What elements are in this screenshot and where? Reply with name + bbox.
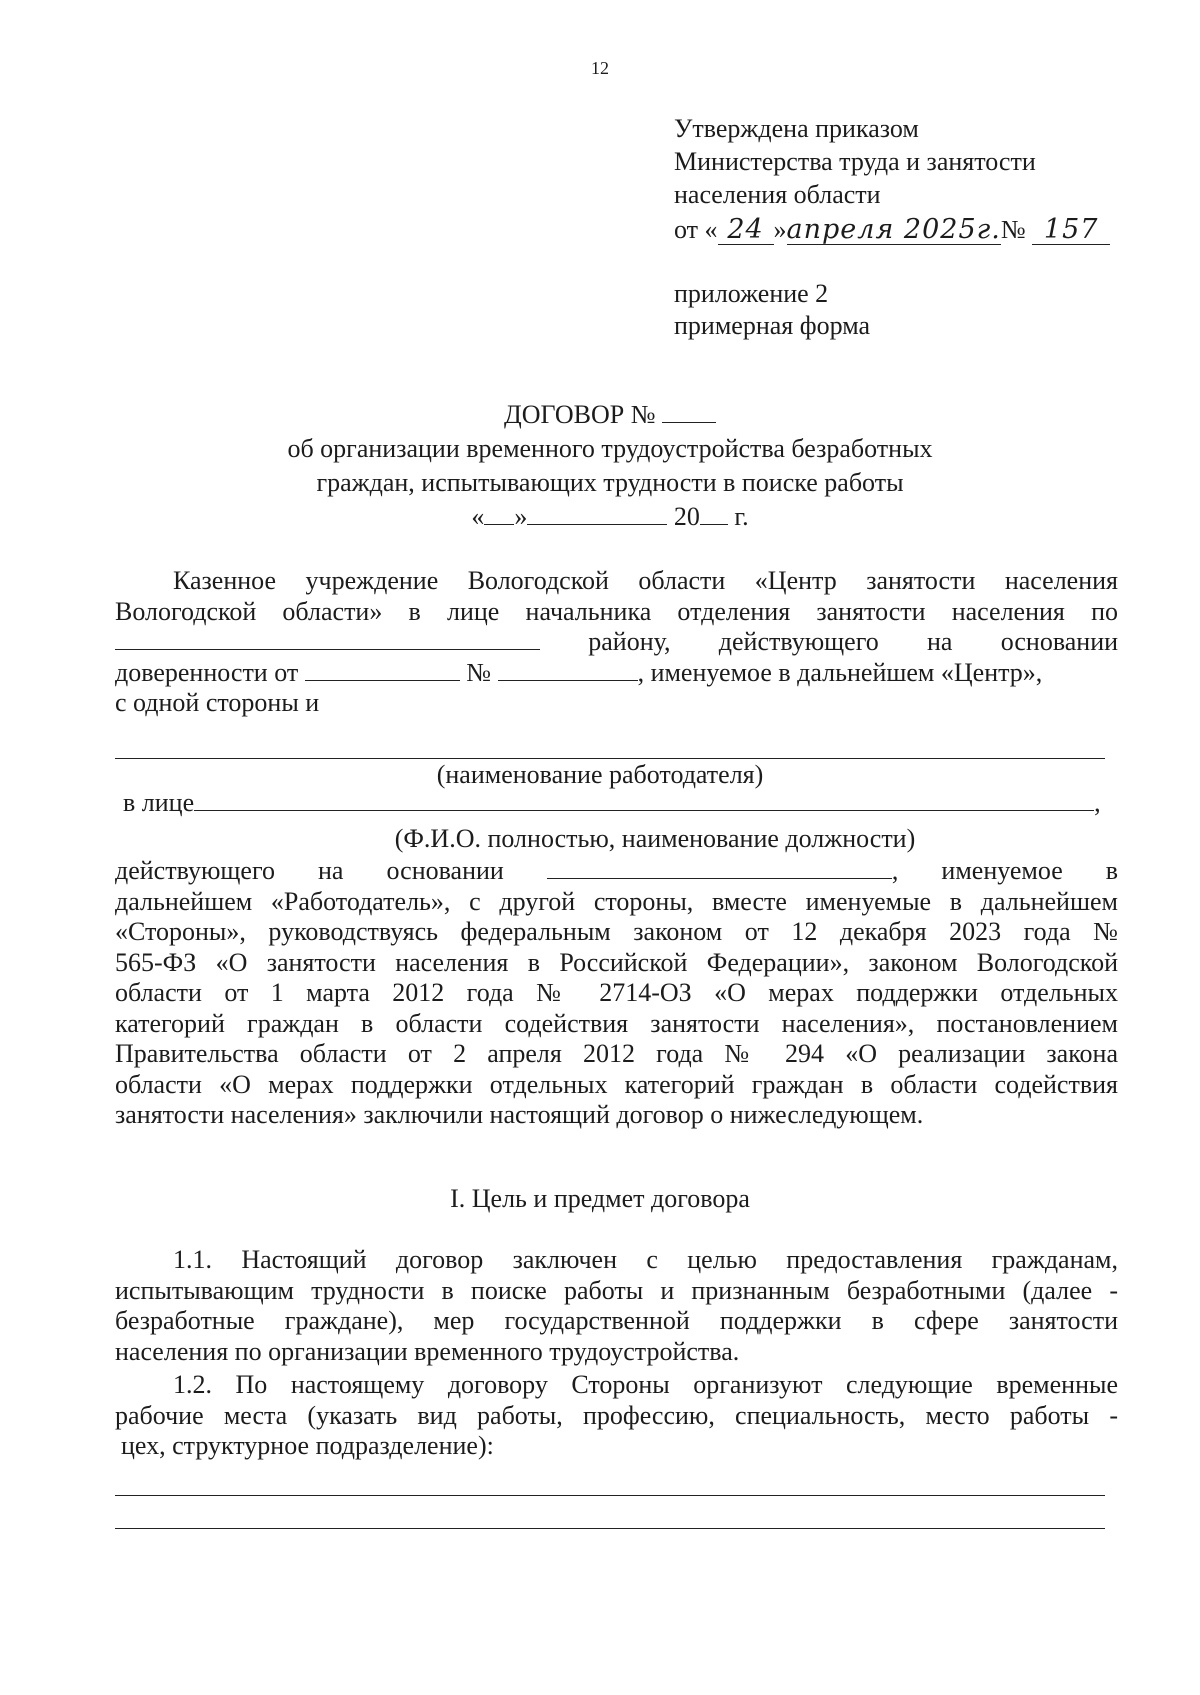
approval-line-3: населения области bbox=[674, 180, 881, 209]
approval-date-middle: » bbox=[773, 215, 787, 244]
clause-1-1 bbox=[115, 1245, 1118, 1367]
clause-1-2-line-2: рабочие места (указать вид работы, профессию, специальность, место работы - bbox=[115, 1400, 1118, 1430]
workplaces-blank-line-2 bbox=[115, 1528, 1105, 1529]
preamble-p2-line-5: категорий граждан в области содействия занятости населения», постановлением bbox=[115, 1008, 1118, 1038]
contract-month-blank bbox=[527, 502, 667, 525]
preamble-line-3: району, действующего на основании bbox=[115, 627, 1118, 658]
section-1-heading: I. Цель и предмет договора bbox=[450, 1184, 750, 1213]
employer-caption: (наименование работодателя) bbox=[436, 760, 764, 789]
approval-stamp-block bbox=[674, 112, 1110, 246]
approval-line-1: Утверждена приказом bbox=[674, 114, 919, 143]
clause-1-1-line-4: населения по организации временного трудоустройства. bbox=[115, 1336, 740, 1366]
page-number: 12 bbox=[591, 58, 609, 78]
workplaces-blank-line-1 bbox=[115, 1495, 1105, 1496]
contract-title bbox=[200, 398, 1020, 534]
preamble-block-1 bbox=[115, 566, 1118, 719]
power-of-attorney-number-blank bbox=[498, 658, 638, 681]
preamble-p2-line-6: Правительства области от 2 апреля 2012 года № 294 «О реализации закона bbox=[115, 1039, 1118, 1068]
clause-1-2 bbox=[115, 1370, 1118, 1462]
contract-day-blank bbox=[484, 502, 514, 525]
preamble-line-2: Вологодской области» в лице начальника отделения занятости населения по bbox=[115, 596, 1118, 626]
contract-title-line-1: ДОГОВОР № bbox=[200, 398, 1020, 432]
preamble-line-5: с одной стороны и bbox=[115, 688, 320, 717]
clause-1-1-line-3: безработные граждане), мер государственной поддержки в сфере занятости bbox=[115, 1306, 1118, 1335]
preamble-p2-line-2: «Стороны», руководствуясь федеральным законом от 12 декабря 2023 года № bbox=[115, 917, 1118, 946]
representative-blank bbox=[194, 788, 1094, 811]
appendix-label bbox=[674, 278, 870, 342]
preamble-block-2 bbox=[115, 856, 1118, 1131]
approval-date-line bbox=[674, 213, 1110, 246]
in-person-line: в лице , bbox=[123, 788, 1101, 817]
approval-line-2: Министерства труда и занятости bbox=[674, 147, 1036, 176]
approval-date-prefix: от « bbox=[674, 215, 718, 244]
appendix-line-1: приложение 2 bbox=[674, 279, 829, 308]
preamble-line-1: Казенное учреждение Вологодской области «Центр занятости населения bbox=[173, 566, 1118, 595]
employer-name-blank bbox=[115, 758, 1105, 759]
basis-document-blank bbox=[547, 856, 892, 879]
contract-number-blank bbox=[662, 400, 716, 423]
handwritten-day: 24 bbox=[718, 216, 774, 245]
representative-caption: (Ф.И.О. полностью, наименование должности) bbox=[394, 824, 916, 853]
handwritten-month-year: апреля 2025г. bbox=[786, 214, 1001, 245]
preamble-p2-line-4: области от 1 марта 2012 года № 2714-ОЗ «О мерах поддержки отдельных bbox=[115, 978, 1118, 1007]
clause-1-2-line-3: цех, структурное подразделение): bbox=[121, 1431, 494, 1460]
power-of-attorney-date-blank bbox=[305, 658, 460, 681]
clause-1-1-line-1: 1.1. Настоящий договор заключен с целью предоставления гражданам, bbox=[173, 1245, 1118, 1274]
approval-number-prefix: № bbox=[1000, 215, 1026, 244]
contract-title-line-2: об организации временного трудоустройства безработных bbox=[287, 434, 933, 463]
preamble-p2-line-3: 565-ФЗ «О занятости населения в Российской Федерации», законом Вологодской bbox=[115, 947, 1118, 977]
acting-line: действующего на основании , именуемое в bbox=[115, 856, 1119, 885]
preamble-p2-line-7: области «О мерах поддержки отдельных категорий граждан в области содействия bbox=[115, 1069, 1118, 1099]
clause-1-2-line-1: 1.2. По настоящему договору Стороны организуют следующие временные bbox=[173, 1370, 1118, 1399]
clause-1-1-line-2: испытывающим трудности в поиске работы и признанным безработными (далее - bbox=[115, 1275, 1118, 1305]
appendix-line-2: примерная форма bbox=[674, 311, 871, 340]
district-blank bbox=[115, 627, 540, 650]
handwritten-order-number: 157 bbox=[1032, 216, 1110, 245]
contract-date-line: « » 20 г. bbox=[471, 502, 749, 531]
preamble-p2-line-1: дальнейшем «Работодатель», с другой стороны, вместе именуемые в дальнейшем bbox=[115, 886, 1118, 916]
contract-title-line-3: граждан, испытывающих трудности в поиске работы bbox=[316, 468, 904, 497]
contract-year-blank bbox=[700, 502, 728, 525]
preamble-line-4: доверенности от № , именуемое в дальнейшем «Центр», bbox=[115, 657, 1043, 687]
preamble-p2-line-8: занятости населения» заключили настоящий договор о нижеследующем. bbox=[115, 1100, 924, 1129]
